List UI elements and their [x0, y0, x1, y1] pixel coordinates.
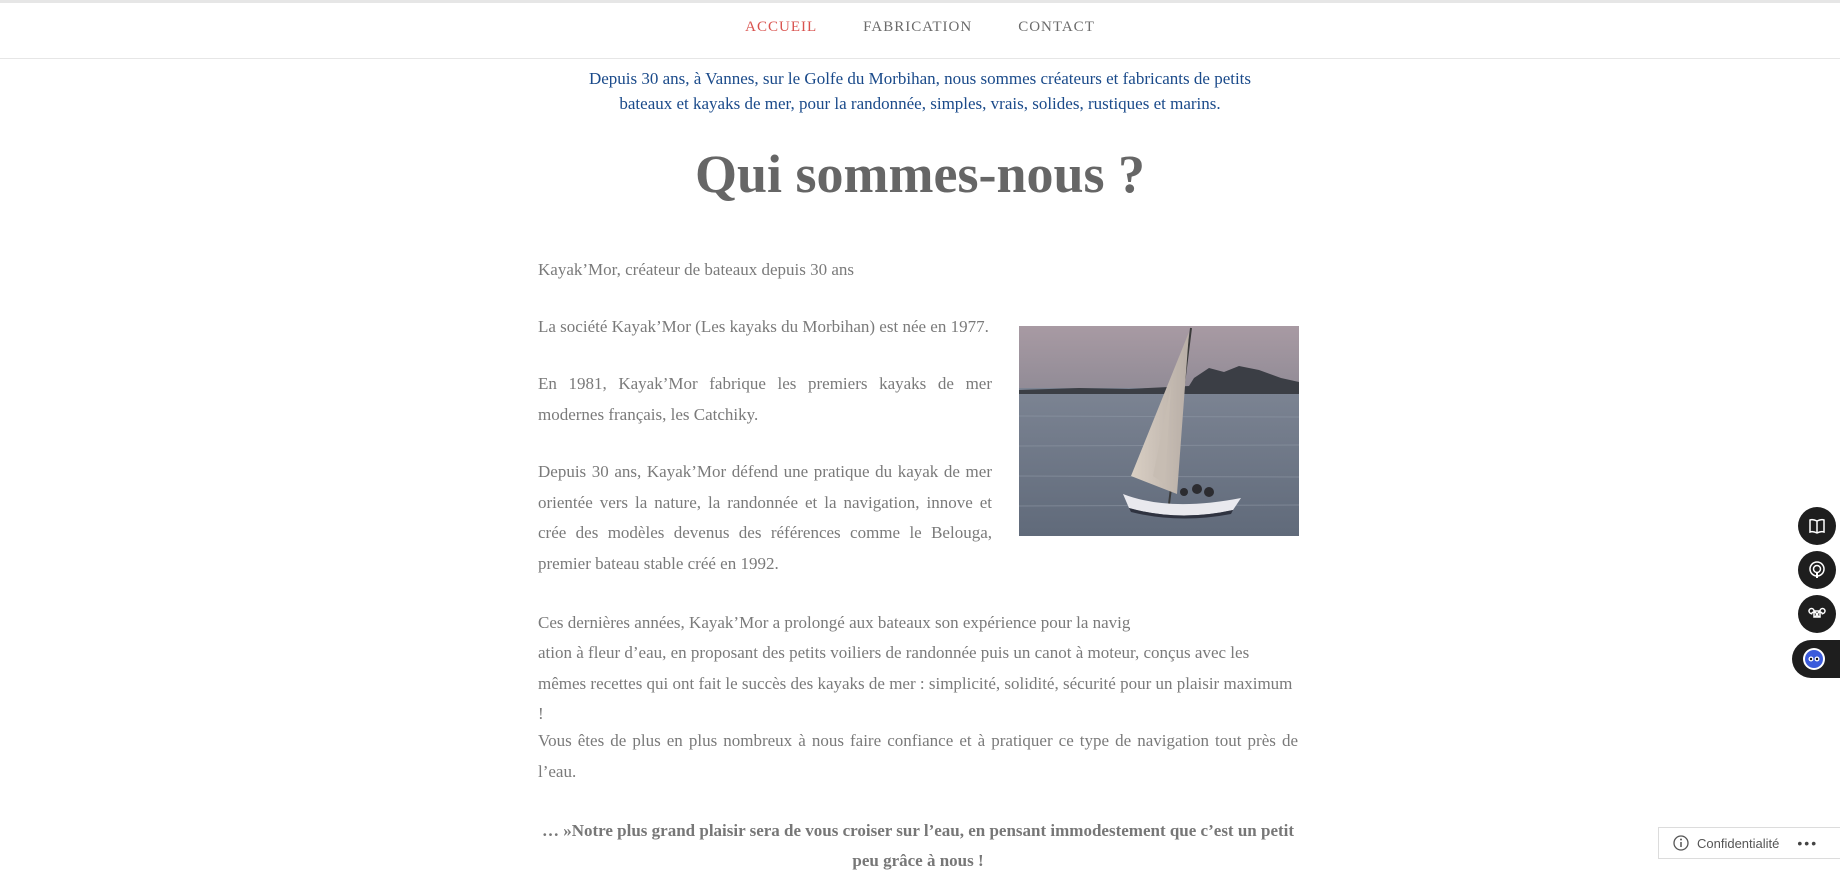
privacy-widget[interactable] — [1658, 827, 1840, 859]
sailboat-photo — [1019, 326, 1299, 536]
tagline-line-1: Depuis 30 ans, à Vannes, sur le Golfe du Morbihan, nous sommes créateurs et fabricants de petits — [588, 69, 1252, 88]
closing-quote: … »Notre plus grand plaisir sera de vous croiser sur l’eau, en pensant immodestement que c’est un petit peu grâce à nous ! — [541, 821, 1295, 870]
shortcuts-button[interactable] — [1798, 595, 1836, 633]
nav-accueil[interactable]: ACCUEIL — [745, 19, 818, 35]
info-icon — [1673, 835, 1689, 851]
nav-fabrication[interactable]: FABRICATION — [863, 19, 973, 35]
page-title: Qui sommes-nous ? — [694, 144, 1146, 204]
paragraph-recent-rest: ation à fleur d’eau, en proposant des petits voiliers de randonnée puis un canot à moteur, conçus avec les mêmes recettes qui ont fait le succès des kayaks de mer : simplicité, solidité, sécurité pour un plaisir maximum ! — [538, 643, 1293, 723]
book-icon — [1808, 517, 1826, 535]
site-tagline — [540, 66, 1300, 116]
paragraph-trust: Vous êtes de plus en plus nombreux à nous faire confiance et à pratiquer ce type de navigation tout près de l’eau. — [538, 731, 1298, 781]
paragraph-mission: Depuis 30 ans, Kayak’Mor défend une pratique du kayak de mer orientée vers la nature, la randonnée et la navigation, innove et crée des modèles devenus des références comme le Belouga, premier bateau stable créé en 1992. — [538, 462, 992, 573]
privacy-label: Confidentialité — [1697, 835, 1780, 851]
paragraph-intro: Kayak’Mor, créateur de bateaux depuis 30 ans — [538, 260, 855, 279]
nav-contact[interactable]: CONTACT — [1018, 19, 1095, 35]
reader-button[interactable] — [1798, 507, 1836, 545]
paragraph-recent-line1: Ces dernières années, Kayak’Mor a prolongé aux bateaux son expérience pour la navig — [538, 613, 1131, 632]
podcast-button[interactable] — [1798, 551, 1836, 589]
paragraph-1981: En 1981, Kayak’Mor fabrique les premiers kayaks de mer modernes français, les Catchiky. — [538, 374, 992, 424]
command-icon — [1807, 604, 1827, 624]
tagline-line-2: bateaux et kayaks de mer, pour la randonnée, simples, vrais, solides, rustiques et marins. — [619, 94, 1221, 113]
assistant-icon — [1802, 647, 1826, 671]
main-nav — [0, 3, 1840, 59]
paragraph-founded: La société Kayak’Mor (Les kayaks du Morbihan) est née en 1977. — [538, 317, 989, 336]
assistant-tab[interactable] — [1792, 640, 1840, 678]
privacy-more-icon[interactable]: ••• — [1797, 835, 1819, 851]
podcast-icon — [1807, 560, 1827, 580]
